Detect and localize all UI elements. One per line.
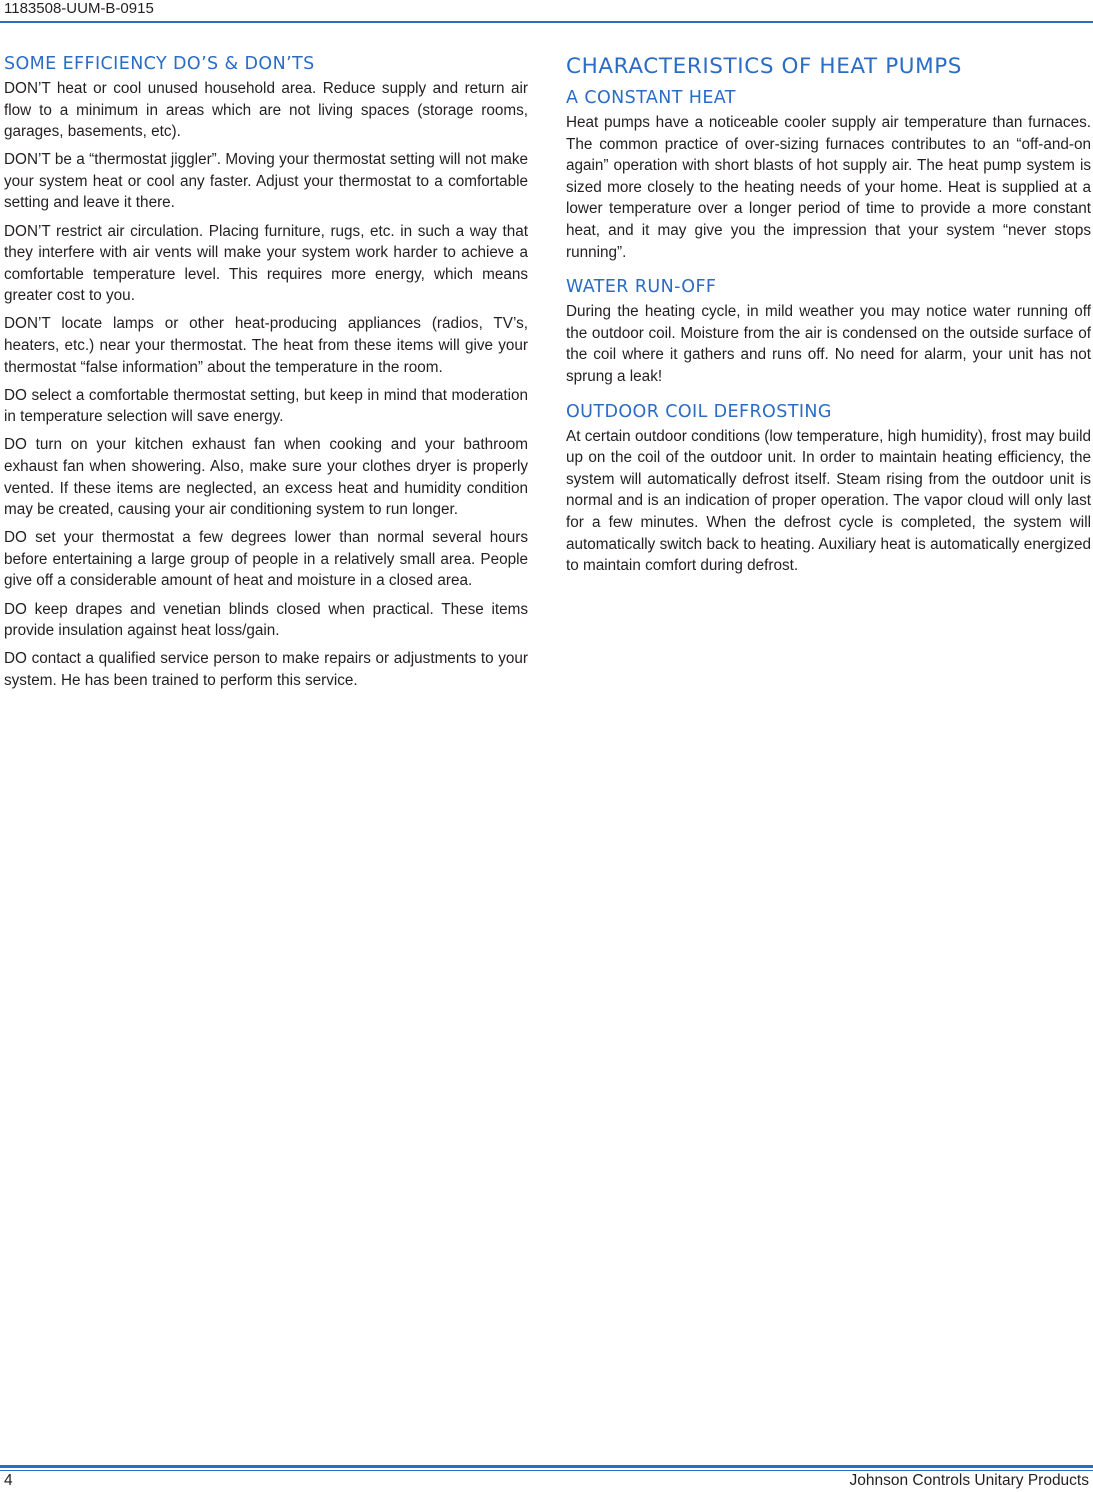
paragraph: DO set your thermostat a few degrees lower than normal several hours before entertaining a large group of people in a relatively small area. People give off a considerable amount of heat and moisture in a closed area. xyxy=(4,529,528,590)
paragraph: DO select a comfortable thermostat setting, but keep in mind that moderation in temperature selection will save energy. xyxy=(4,386,528,426)
paragraph: DO turn on your kitchen exhaust fan when cooking and your bathroom exhaust fan when showering. Also, make sure your clothes dryer is properly vented. If these items are neglected, an excess heat and humidity condition may be created, causing your air conditioning system to run longer. xyxy=(4,436,528,519)
paragraph: DON’T locate lamps or other heat-producing appliances (radios, TV’s, heaters, etc.) near your thermostat. The heat from these items will give your thermostat “false information” about the temperature in the room. xyxy=(4,315,528,376)
efficiency-heading: SOME EFFICIENCY DO’S & DON’TS xyxy=(4,54,315,74)
defrosting-heading: OUTDOOR COIL DEFROSTING xyxy=(566,401,832,422)
paragraph: DON’T restrict air circulation. Placing furniture, rugs, etc. in such a way that they interfere with air vents will make your system work harder to achieve a comfortable temperature level. This requires more energy, which means greater cost to you. xyxy=(4,222,528,305)
section-title: CHARACTERISTICS OF HEAT PUMPS xyxy=(566,54,963,79)
page-number: 4 xyxy=(4,1472,13,1489)
paragraph: DON’T be a “thermostat jiggler”. Moving your thermostat setting will not make your system heat or cool any faster. Adjust your thermostat to a comfortable setting and leave it there. xyxy=(4,151,528,212)
left-column xyxy=(4,52,528,698)
water-runoff-heading: WATER RUN-OFF xyxy=(566,277,717,298)
footer-rule xyxy=(0,1465,1093,1468)
paragraph: DON’T heat or cool unused household area. Reduce supply and return air flow to a minimum in areas which are not living spaces (storage rooms, garages, basements, etc). xyxy=(4,80,528,141)
paragraph: DO keep drapes and venetian blinds closed when practical. These items provide insulation against heat loss/gain. xyxy=(4,600,528,640)
paragraph: During the heating cycle, in mild weather you may notice water running off the outdoor coil. Moisture from the air is condensed on the outside surface of the coil where it gathers and runs off. No need for alarm, your unit has not sprung a leak! xyxy=(566,303,1091,385)
paragraph: Heat pumps have a noticeable cooler supply air temperature than furnaces. The common practice of over-sizing furnaces contributes to an “off-and-on again” operation with short blasts of hot supply air. The heat pump system is sized more closely to the heating needs of your home. Heat is supplied at a lower temperature over a longer period of time to provide a more constant heat, and it may give you the impression that your system “never stops running”. xyxy=(566,114,1091,261)
right-column xyxy=(566,52,1091,583)
document-code: 1183508-UUM-B-0915 xyxy=(4,0,154,17)
company-name: Johnson Controls Unitary Products xyxy=(849,1472,1089,1489)
constant-heat-heading: A CONSTANT HEAT xyxy=(566,88,736,108)
paragraph: At certain outdoor conditions (low temperature, high humidity), frost may build up on the coil of the outdoor unit. In order to maintain heating efficiency, the system will automatically defrost itself. Steam rising from the outdoor unit is normal and is an indication of proper operation. The vapor cloud will only last for a few minutes. When the defrost cycle is completed, the system will automatically switch back to heating. Auxiliary heat is automatically energized to maintain comfort during defrost. xyxy=(566,427,1091,575)
paragraph: DO contact a qualified service person to make repairs or adjustments to your system. He has been trained to perform this service. xyxy=(4,650,528,689)
header-rule xyxy=(0,21,1093,23)
